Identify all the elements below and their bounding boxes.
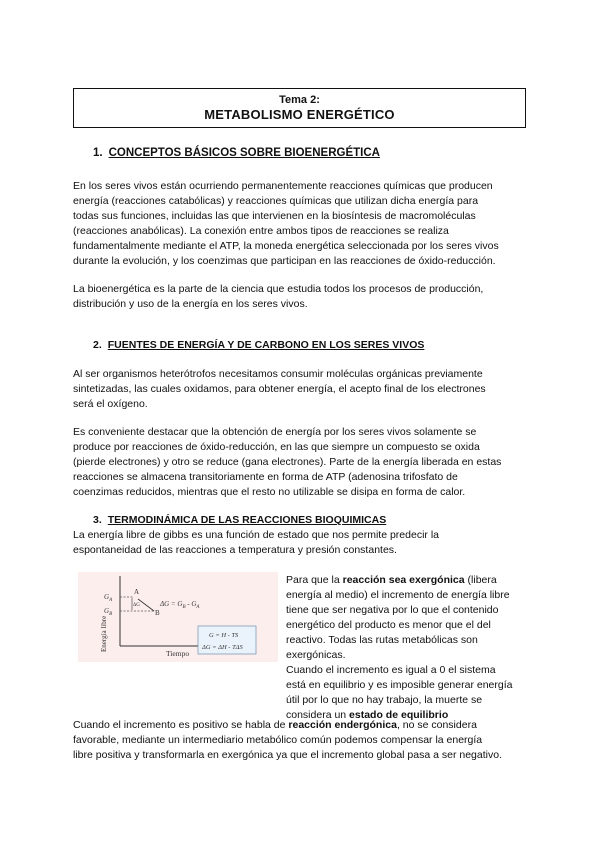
section-title: CONCEPTOS BÁSICOS SOBRE BIOENERGÉTICA [108, 147, 380, 159]
point-b-label: B [155, 609, 160, 617]
text-line: útil por lo que no hay trabajo, la muerte se [286, 694, 483, 706]
section-title: FUENTES DE ENERGÍA Y DE CARBONO EN LOS SERES VIVOS [107, 339, 425, 351]
text-line: exergónicas. [286, 649, 346, 661]
gibbs-energy-figure [78, 572, 278, 662]
bold-term: reacción sea exergónica [342, 574, 465, 586]
text-line: Al ser organismos heterótrofos necesitamos consumir moléculas orgánicas previamente [73, 368, 483, 380]
energy-diagram [78, 572, 278, 662]
section-number: 1. [93, 147, 103, 159]
text-line: energía (reacciones catabólicas) y reacciones químicas que utilizan dicha energía para [73, 195, 479, 207]
text-line: reactivo. Todas las rutas metabólicas son [286, 634, 478, 646]
text-line: coenzimas reducidos, mientras que el resto no utilizable se disipa en forma de calor. [73, 486, 466, 498]
gb-label: $G_B$ [104, 607, 113, 617]
text-line: La energía libre de gibbs es una función de estado que nos permite predecir la [73, 529, 439, 541]
text-line: Cuando el incremento es positivo se habla de reacción endergónica, no se considera [73, 719, 477, 731]
text-line: reacciones se almacena transitoriamente en forma de ATP (adenosina trifosfato de [73, 471, 458, 483]
text-line: será el oxígeno. [73, 398, 148, 410]
text-line: Para que la reacción sea exergónica (libera [286, 574, 497, 586]
reaction-path [138, 599, 154, 611]
text-line: fundamentalmente mediante el ATP, la moneda energética seleccionada por los seres vivos [73, 240, 499, 252]
text-line: durante la evolución, y los coenzimas que participan en las reacciones de óxido-reducción. [73, 255, 496, 267]
topic-number: Tema 2: [279, 94, 320, 106]
gibbs-formula: G = H - TS [209, 632, 239, 639]
text-line: distribución y uso de la energía en los seres vivos. [73, 298, 308, 310]
title-box [73, 88, 526, 128]
text-line: (pierde electrones) y otro se reduce (gana electrones). Parte de la energía liberada en estas [73, 456, 502, 468]
text-line: sintetizadas, las cuales oxidamos, para obtener energía, el acepto final de los electrones [73, 383, 486, 395]
section-3-heading [93, 514, 386, 526]
text-line: produce por reacciones de óxido-reducción, en las que siempre un compuesto se oxida [73, 441, 480, 453]
text-line: energético del producto es menor que el del [286, 619, 491, 631]
endergonic-text [73, 718, 543, 763]
delta-gibbs-formula: ΔG = ΔH - TΔS [202, 644, 243, 651]
text-line: considera un estado de equilibrio [286, 709, 449, 721]
document-title: METABOLISMO ENERGÉTICO [204, 107, 395, 122]
exergonic-text [286, 573, 526, 723]
section-2-heading [93, 339, 424, 351]
section-1-paragraph-1 [73, 179, 533, 269]
bold-term: reacción endergónica [288, 719, 397, 731]
text-line: está en equilibrio y es imposible generar energía [286, 679, 513, 691]
section-title: TERMODINÁMICA DE LAS REACCIONES BIOQUIMICAS [107, 514, 387, 526]
delta-g-small: ΔG [133, 603, 140, 608]
text-line: tiene que ser negativa por lo que el contenido [286, 604, 499, 616]
ga-label: $G_A$ [104, 593, 113, 603]
delta-g-equation: $\Delta G = G_B - G_A$ [160, 600, 200, 610]
text-line: (reacciones anabólicas). La conexión entre ambos tipos de reacciones se realiza [73, 225, 449, 237]
text-line: espontaneidad de las reacciones a temperatura y presión constantes. [73, 544, 397, 556]
section-1-heading [93, 147, 380, 159]
section-number: 3. [93, 514, 102, 526]
section-number: 2. [93, 339, 102, 351]
section-3-intro [73, 528, 533, 558]
bold-term: estado de equilibrio [349, 709, 449, 721]
x-axis-label: Tiempo [166, 649, 190, 658]
section-2-paragraph-1 [73, 367, 533, 412]
text-line: todas sus funciones, incluidas las que intervienen en la biosíntesis de macromoléculas [73, 210, 476, 222]
text-line: energía al medio) el incremento de energía libre [286, 589, 510, 601]
text-line: Cuando el incremento es igual a 0 el sistema [286, 664, 496, 676]
text-line: La bioenergética es la parte de la ciencia que estudia todos los procesos de producción, [73, 283, 484, 295]
section-2-paragraph-2 [73, 425, 533, 500]
text-line: En los seres vivos están ocurriendo permanentemente reacciones químicas que producen [73, 180, 493, 192]
text-line: favorable, mediante un intermediario metabólico común podemos compensar la energía [73, 734, 483, 746]
point-a-label: A [134, 588, 140, 596]
section-1-paragraph-2 [73, 282, 533, 312]
text-line: Es conveniente destacar que la obtención de energía por los seres vivos solamente se [73, 426, 477, 438]
y-axis-label: Energía libre [100, 615, 108, 652]
text-line: libre positiva y transformarla en exergónica ya que el incremento global pasa a ser negativo. [73, 749, 502, 761]
